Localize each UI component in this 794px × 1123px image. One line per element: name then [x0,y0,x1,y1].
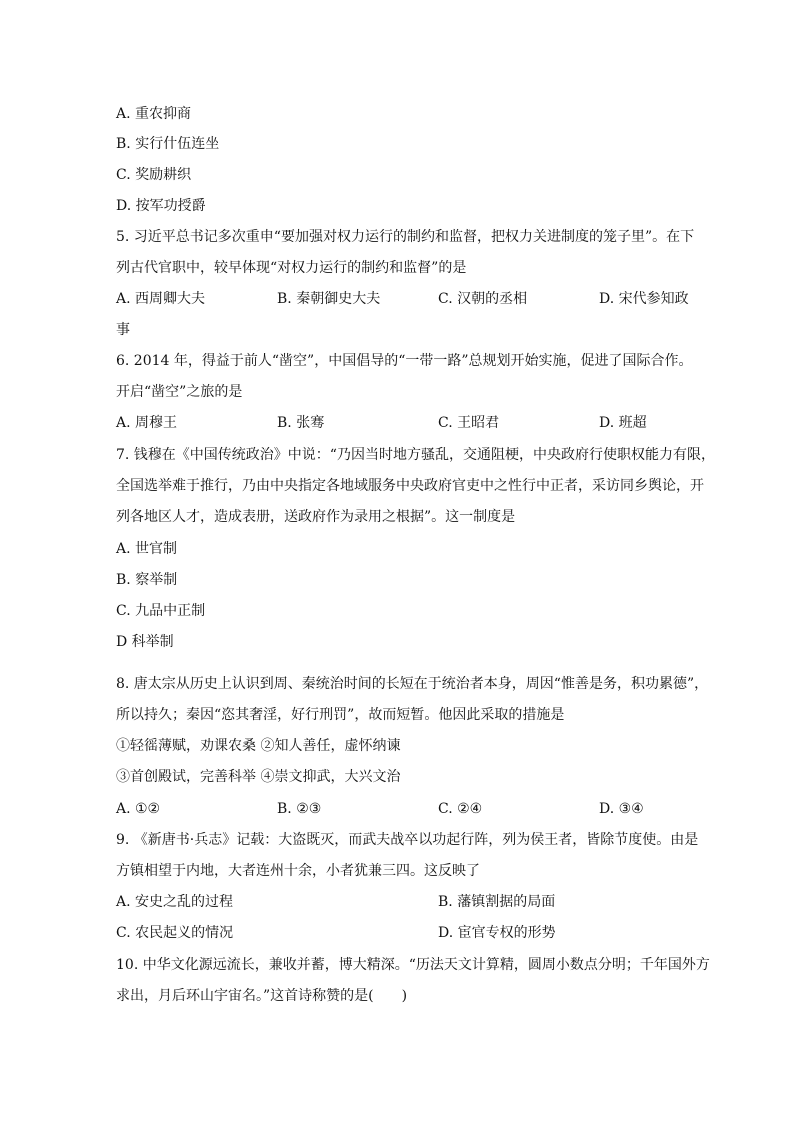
q7-stem-line3: 列各地区人才，造成表册，送政府作为录用之根据”。这一制度是 [116,509,516,525]
q7-stem-line1: 7. 钱穆在《中国传统政治》中说：“乃因当时地方骚乱，交通阻梗，中央政府行使职权能力有限， [116,447,715,463]
q8-stem-line1: 8. 唐太宗从历史上认识到周、秦统治时间的长短在于统治者本身，周因“惟善是务，积功累德”， [116,676,709,692]
q5-option-c: C. 汉朝的丞相 [438,291,528,307]
q4-option-d: D. 按军功授爵 [116,198,206,214]
q9-option-b: B. 藩镇割据的局面 [438,894,556,910]
q6-stem-line2: 开启“凿空”之旅的是 [116,384,243,400]
q9-stem-line1: 9. 《新唐书·兵志》记载：大盗既灭，而武夫战卒以功起行阵，列为侯王者，皆除节度使。由是 [116,832,699,848]
q8-stem-line2: 所以持久；秦因“恣其奢淫，好行刑罚”，故而短暂。他因此采取的措施是 [116,707,565,723]
q10-stem-line2: 求出，月后环山宇宙名。”这首诗称赞的是( ) [116,988,408,1004]
q8-option-d: D. ③④ [599,801,644,817]
q8-option-b: B. ②③ [277,801,322,817]
q5-option-a: A. 西周卿大夫 [116,291,206,307]
q6-option-b: B. 张骞 [277,415,325,431]
q5-option-d: D. 宋代参知政 [599,291,689,307]
q9-option-c: C. 农民起义的情况 [116,925,234,941]
q6-stem-line1: 6. 2014 年，得益于前人“凿空”，中国倡导的“一带一路”总规划开始实施，促进了国际合作。 [116,353,693,369]
q9-option-a: A. 安史之乱的过程 [116,894,234,910]
q6-option-d: D. 班超 [599,415,647,431]
q8-option-c: C. ②④ [438,801,483,817]
q7-stem-line2: 全国选举难于推行，乃由中央指定各地域服务中央政府官吏中之性行中正者，采访同乡舆论，开 [116,478,704,494]
q5-stem-line2: 列古代官职中，较早体现“对权力运行的制约和监督”的是 [116,260,467,276]
q5-option-d-wrap: 事 [116,322,130,338]
q7-option-b: B. 察举制 [116,572,178,588]
q9-stem-line2: 方镇相望于内地，大者连州十余，小者犹兼三四。这反映了 [116,863,480,879]
q5-stem-line1: 5. 习近平总书记多次重申“要加强对权力运行的制约和监督，把权力关进制度的笼子里”。在下 [116,229,695,245]
q5-option-b: B. 秦朝御史大夫 [277,291,381,307]
q7-option-c: C. 九品中正制 [116,603,206,619]
q6-option-a: A. 周穆王 [116,415,178,431]
q9-option-d: D. 宦官专权的形势 [438,925,556,941]
q4-option-a: A. 重农抑商 [116,106,192,122]
q10-stem-line1: 10. 中华文化源远流长，兼收并蓄，博大精深。“历法天文计算精，圆周小数点分明；千年国外方 [116,957,710,973]
q4-option-c: C. 奖励耕织 [116,167,192,183]
q7-option-a: A. 世官制 [116,541,178,557]
q8-option-a: A. ①② [116,801,161,817]
q8-items-line2: ③首创殿试，完善科举 ④崇文抑武，大兴文治 [116,769,401,785]
q8-items-line1: ①轻徭薄赋，劝课农桑 ②知人善任，虚怀纳谏 [116,738,401,754]
q6-option-c: C. 王昭君 [438,415,500,431]
q7-option-d: D 科举制 [116,634,174,650]
q4-option-b: B. 实行什伍连坐 [116,136,220,152]
